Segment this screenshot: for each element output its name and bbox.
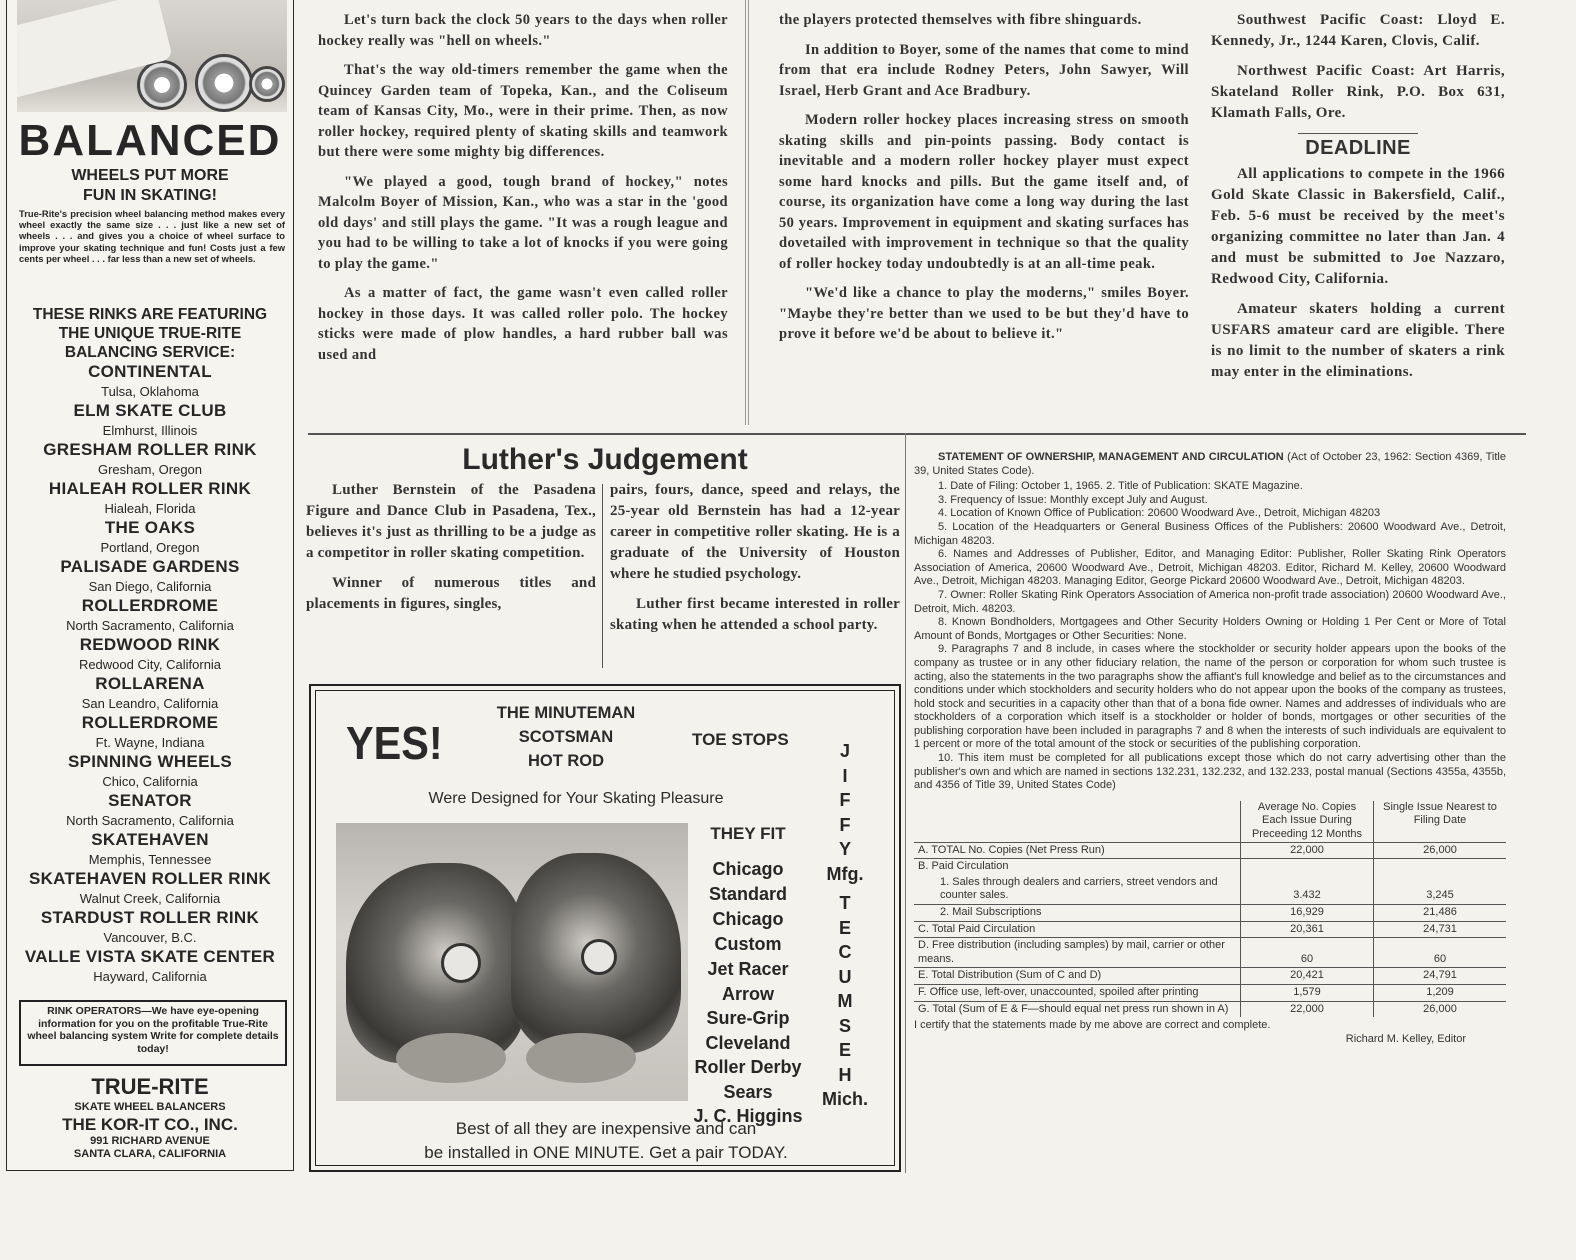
they-fit-label: THEY FIT — [710, 824, 786, 843]
hockey-article-col1: Let's turn back the clock 50 years to the days when roller hockey really was "hell on wheels." That's the way old-timers remember the game when the Quincey Garden team of Topeka, Kan., and the Coliseum team of Kansas City, Mo., were in their prime. Then, as now roller hockey, required plenty of skating skills and teamwork but there were some mighty big differences. "We played a good, tough brand of hockey," notes Malcolm Boyer of Mission, Kan., who was a star in the 'good old days' and still plays the game. "It was a rough league and you had to be willing to take a lot of knocks if you were going to play the game." As a matter of fact, the game wasn't even called roller hockey in those days. It was called roller polo. The hockey sticks were made of plow handles, a hard rubber ball was used and — [318, 12, 728, 363]
skate-wheels-photo — [17, 0, 287, 112]
gold-skate-column: Southwest Pacific Coast: Lloyd E. Kennedy, Jr., 1244 Karen, Clovis, Calif. Northwest Pacific Coast: Art Harris, Skateland Roller Rink, P.O. Box 631, Klamath Falls, Ore. DEADLINE All applications to compete in the 1966 Gold Skate Classic in Bakersfield, Calif., Feb. 5-6 must be received by the meet's organizing committee no later than Jan. 4 and must be submitted to Joe Nazzaro, Redwood City, California. Amateur skaters holding a current USFARS amateur card are eligible. There is no limit to the number of skaters a rink may enter in the eliminations. — [1211, 12, 1505, 380]
rink-entry: ROLLARENA San Leandro, California — [81, 674, 219, 711]
ad-tagline: Were Designed for Your Skating Pleasure — [428, 790, 724, 807]
vertical-divider — [905, 433, 906, 1173]
section-divider — [308, 433, 1526, 435]
col-header-single: Single Issue Nearest to Filing Date — [1374, 801, 1507, 842]
statement-of-ownership: STATEMENT OF OWNERSHIP, MANAGEMENT AND CIRCULATION (Act of October 23, 1962: Section 4369, Title 39, United States Code). 1. Date of Filing: October 1, 1965. 2. Title of Publication: SKATE Magazine. 3. Frequency of Issue: Monthly except July and August. 4. Location of Known Office of Publication: 20600 Woodward Ave., Detroit, Michigan 48203 5. Location of the Headquarters or General Business Offices of the Publishers: 20600 Woodward Ave., Detroit, Michigan 48203. 6. Names and Addresses of Publisher, Editor, and Managing Editor: Publisher, Roller Skating Rink Operators Association of America, 20600 Woodward Ave., Detroit, Michigan 48203. Editor, Richard M. Kelley, 20600 Woodward Ave., Detroit, Michigan 48203. Managing Editor, George Pickard 20600 Woodward Ave., Detroit, Michigan 48203. 7. Owner: Roller Skating Rink Operators Association of America non-profit trade association) 20600 Woodward Ave., Detroit, Mich. 48203. 8. Known Bondholders, Mortgagees and Other Security Holders Owning or Holding 1 Per Cent or More of Total Amount of Bonds, Mortgages or Other Securities: None. 9. Paragraphs 7 and 8 include, in cases where the stockholder or security holder appears upon the books of the company as trustee or in any other fiduciary relation, the name of the person or corporation for whom such trustee is acting, also the statements in the two paragraphs show the affiant's full knowledge and belief as to the circumstances and conditions under which stockholders and security holders who do not appear upon the books of the company as trustees, hold stock and securities in a capacity other than that of a bona fide owner. Names and addresses of individuals who are stockholders of a corporation which itself is a stockholder or holder of bonds, mortgages or other securities of the publishing corporation have been included in paragraphs 7 and 8 when the interests of such individuals are equivalent to 1 percent or more of the total amount of the stock or securities of the publishing corporation. 10. This item must be completed for all publications except those which do not carry advertising other than the publisher's own and which are named in sections 132.231, 132.232, and 132.233, postal manual (Sections 4355a, 4355b, and 4356 of Title 39, United States Code) Average No. Copies Each Issue During Preceeding 12 Months Single Issue Nearest to Filing Date A. TOTAL No. Copies (Net Press Run) 22,000 26,000 B. Paid Circulation 1. Sales through dealers and carriers, street vendors and counter sales. 3.432 3,245 2. Mail Subscriptions 16,929 21,486 C. Total Paid Circulation 20,361 24,731 D. Free distribution (including samples) by mail, carrier or other means. 60 60 E. Total Distribution (Sum of C and D) 20,421 24,791 F. Office use, left-over, unaccounted, spoiled after printing 1,579 1,209 G. Total (Sum of E & F—should equal net press run shown in A) 22,000 26,000 I certify that the statements made by me above are correct and complete. Richard M. Kelley, Editor — [914, 451, 1506, 1045]
circulation-table — [914, 801, 1506, 1017]
true-rite-ad — [6, 0, 294, 1171]
rink-entry: THE OAKS Portland, Oregon — [100, 518, 200, 555]
company-address: 991 RICHARD AVENUE — [90, 1135, 210, 1147]
deadline-heading: DEADLINE — [1305, 137, 1411, 159]
balanced-subhead: WHEELS PUT MORE FUN IN SKATING! — [71, 167, 229, 204]
rink-entry: PALISADE GARDENS San Diego, California — [60, 557, 240, 594]
true-rite-brand: TRUE-RITE — [91, 1074, 209, 1099]
table-row: D. Free distribution (including samples) by mail, carrier or other means. 60 60 — [914, 938, 1506, 968]
rink-entry: CONTINENTAL Tulsa, Oklahoma — [88, 362, 212, 399]
statement-title: STATEMENT OF OWNERSHIP, MANAGEMENT AND CIRCULATION — [938, 451, 1284, 463]
jiffy-vertical-name: J I F F Y Mfg. — [826, 741, 864, 884]
table-row: G. Total (Sum of E & F—should equal net press run shown in A) 22,000 26,000 — [914, 1001, 1506, 1017]
balanced-headline: BALANCED — [18, 116, 282, 165]
rink-entry: ROLLERDROME Ft. Wayne, Indiana — [81, 713, 219, 750]
rink-entry: ELM SKATE CLUB Elmhurst, Illinois — [73, 401, 227, 438]
ad-closing-line2: be installed in ONE MINUTE. Get a pair TODAY. — [424, 1143, 788, 1162]
rink-entry: SPINNING WHEELS Chico, California — [67, 752, 233, 789]
rink-operators-box: RINK OPERATORS—We have eye-opening information for you on the profitable True-Rite wheel balancing system Write for complete details today! — [19, 1000, 287, 1066]
toe-stops-photo — [336, 823, 688, 1101]
compatible-skates-list: Chicago Standard Chicago Custom Jet Racer Arrow Sure-Grip Cleveland Roller Derby Sears J. C. Higgins — [693, 859, 803, 1126]
rink-entry: GRESHAM ROLLER RINK Gresham, Oregon — [43, 440, 257, 477]
hockey-article-col2: the players protected themselves with fibre shinguards. In addition to Boyer, some of the names that come to mind from that era include Rodney Peters, John Sawyer, Will Israel, Herb Grant and Ace Bradbury. Modern roller hockey places increasing stress on smooth skating skills and pin-points passing. Body contact is inevitable and a modern roller hockey player must expect some hard knocks and pills. But the game itself and, of course, its organization have come a long way during the last 50 years. Improvement in equipment and skating surfaces has dovetailed with improvement in technique so that the quality of roller hockey today undoubtedly is at an all-time peak. "We'd like a chance to play the moderns," smiles Boyer. "Maybe they're better than we used to be but they'd have to prove it before we'd be about to believe it." — [779, 12, 1189, 342]
table-row: 1. Sales through dealers and carriers, street vendors and counter sales. 3.432 3,245 — [914, 875, 1506, 905]
brand-subtitle: SKATE WHEEL BALANCERS — [74, 1101, 226, 1113]
rink-entry: HIALEAH ROLLER RINK Hialeah, Florida — [48, 479, 252, 516]
rink-entry: STARDUST ROLLER RINK Vancouver, B.C. — [40, 908, 260, 945]
table-row: A. TOTAL No. Copies (Net Press Run) 22,000 26,000 — [914, 842, 1506, 859]
rink-entry: REDWOOD RINK Redwood City, California — [78, 635, 222, 672]
table-row: E. Total Distribution (Sum of C and D) 20,421 24,791 — [914, 968, 1506, 985]
table-row: F. Office use, left-over, unaccounted, spoiled after printing 1,579 1,209 — [914, 984, 1506, 1001]
yes-headline: YES! — [346, 717, 443, 769]
table-row: 2. Mail Subscriptions 16,929 21,486 — [914, 905, 1506, 922]
product-list: THE MINUTEMAN SCOTSMAN HOT ROD — [496, 704, 636, 770]
balanced-body: True-Rite's precision wheel balancing method makes every wheel exactly the same size . . . just like a new set of wheels . . . and gives you a choice of wheel surface to improve your skating technique and fun! Costs just a few cents per wheel . . . far less than a new set of wheels. — [19, 208, 285, 264]
rink-entry: VALLE VISTA SKATE CENTER Hayward, California — [24, 947, 276, 984]
rink-list — [7, 362, 293, 986]
col-header-average: Average No. Copies Each Issue During Preceeding 12 Months — [1241, 801, 1374, 842]
company-city: SANTA CLARA, CALIFORNIA — [73, 1148, 227, 1160]
luther-column-rule — [602, 484, 603, 668]
luther-headline: Luther's Judgement — [462, 443, 748, 476]
column-rule — [745, 0, 751, 425]
luther-col2: pairs, fours, dance, speed and relays, the 25-year old Bernstein has had a 12-year career in competitive roller skating. He is a graduate of the University of Houston where he studied psychology. Luther first became interested in roller skating when he attended a school party. — [610, 482, 900, 633]
certification: I certify that the statements made by me above are correct and complete. — [914, 1019, 1271, 1032]
ad-closing-line1: Best of all they are inexpensive and can — [455, 1119, 757, 1138]
table-row: B. Paid Circulation — [914, 859, 1506, 875]
jiffy-toe-stops-ad — [309, 684, 901, 1172]
rinks-heading: THESE RINKS ARE FEATURING THE UNIQUE TRUE-RITE BALANCING SERVICE: — [32, 306, 268, 361]
editor-signature: Richard M. Kelley, Editor — [1345, 1032, 1466, 1045]
tecumseh-vertical-name: T E C U M S E H Mich. — [821, 893, 868, 1109]
rink-entry: SENATOR North Sacramento, California — [66, 791, 234, 828]
toe-stops-label: TOE STOPS — [692, 730, 789, 749]
luther-col1: Luther Bernstein of the Pasadena Figure and Dance Club in Pasadena, Tex., believes it's just as thrilling to be a judge as a competitor in roller skating competition. Winner of numerous titles and placements in figures, singles, — [306, 482, 596, 612]
rink-entry: ROLLERDROME North Sacramento, California — [66, 596, 234, 633]
rink-entry: SKATEHAVEN ROLLER RINK Walnut Creek, California — [28, 869, 272, 906]
rink-entry: SKATEHAVEN Memphis, Tennessee — [88, 830, 212, 867]
company-name: THE KOR-IT CO., INC. — [62, 1115, 238, 1134]
table-row: C. Total Paid Circulation 20,361 24,731 — [914, 921, 1506, 938]
